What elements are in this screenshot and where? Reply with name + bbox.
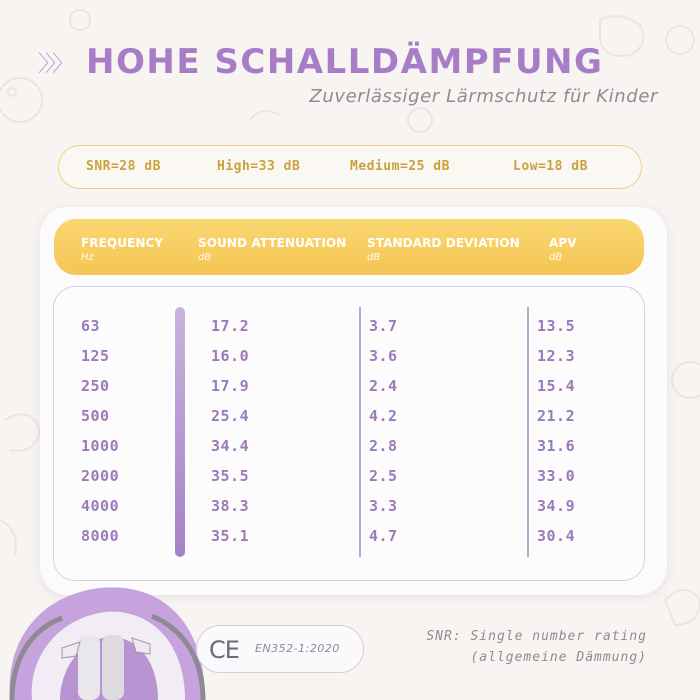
snr-footnote <box>397 626 647 668</box>
cell-attenuation: 17.9 <box>211 377 250 395</box>
cell-std-dev: 3.6 <box>369 347 398 365</box>
cell-frequency: 125 <box>81 347 110 365</box>
accent-bar <box>175 307 185 557</box>
page-title: HOHE SCHALLDÄMPFUNG <box>86 42 604 82</box>
header-apv: APV dB <box>549 236 577 263</box>
cell-attenuation: 16.0 <box>211 347 250 365</box>
cell-apv: 21.2 <box>537 407 576 425</box>
certification-badge <box>196 625 364 673</box>
ce-mark-icon: CE <box>209 636 239 664</box>
header-standard-deviation: STANDARD DEVIATION dB <box>367 236 520 263</box>
table-header <box>54 219 644 275</box>
cell-frequency: 8000 <box>81 527 120 545</box>
earmuff-icon <box>0 560 215 700</box>
column-apv <box>537 317 575 557</box>
snr-footnote-line2: (allgemeine Dämmung) <box>470 650 647 665</box>
page-subtitle: Zuverlässiger Lärmschutz für Kinder <box>309 86 658 107</box>
title-row <box>38 40 603 84</box>
cell-frequency: 2000 <box>81 467 120 485</box>
cell-attenuation: 17.2 <box>211 317 250 335</box>
cell-apv: 33.0 <box>537 467 576 485</box>
header-frequency: FREQUENCY Hz <box>81 236 164 263</box>
rating-medium: Medium=25 dB <box>350 159 450 174</box>
cell-std-dev: 2.4 <box>369 377 398 395</box>
cell-frequency: 63 <box>81 317 101 335</box>
column-divider <box>359 307 361 557</box>
cell-attenuation: 38.3 <box>211 497 250 515</box>
cell-frequency: 1000 <box>81 437 120 455</box>
column-std-dev <box>369 317 398 557</box>
cell-std-dev: 4.2 <box>369 407 398 425</box>
cell-apv: 15.4 <box>537 377 576 395</box>
cell-frequency: 4000 <box>81 497 120 515</box>
cell-frequency: 250 <box>81 377 110 395</box>
rating-high: High=33 dB <box>217 159 301 174</box>
cell-frequency: 500 <box>81 407 110 425</box>
cell-apv: 30.4 <box>537 527 576 545</box>
header-sound-attenuation: SOUND ATTENUATION dB <box>198 236 347 263</box>
cell-std-dev: 4.7 <box>369 527 398 545</box>
cell-attenuation: 25.4 <box>211 407 250 425</box>
cell-apv: 34.9 <box>537 497 576 515</box>
cell-std-dev: 3.7 <box>369 317 398 335</box>
cell-std-dev: 3.3 <box>369 497 398 515</box>
cell-attenuation: 35.1 <box>211 527 250 545</box>
rating-snr: SNR=28 dB <box>86 159 161 174</box>
column-attenuation <box>211 317 249 557</box>
column-divider <box>527 307 529 557</box>
certification-standard: EN352-1:2020 <box>255 642 340 655</box>
cell-std-dev: 2.8 <box>369 437 398 455</box>
cell-attenuation: 34.4 <box>211 437 250 455</box>
snr-footnote-line1: SNR: Single number rating <box>426 629 647 644</box>
ratings-bar <box>58 145 642 189</box>
cell-attenuation: 35.5 <box>211 467 250 485</box>
cell-std-dev: 2.5 <box>369 467 398 485</box>
cell-apv: 13.5 <box>537 317 576 335</box>
rating-low: Low=18 dB <box>513 159 588 174</box>
column-frequency <box>81 317 119 557</box>
cell-apv: 12.3 <box>537 347 576 365</box>
cell-apv: 31.6 <box>537 437 576 455</box>
chevron-icon: 〉〉〉 <box>38 51 71 77</box>
